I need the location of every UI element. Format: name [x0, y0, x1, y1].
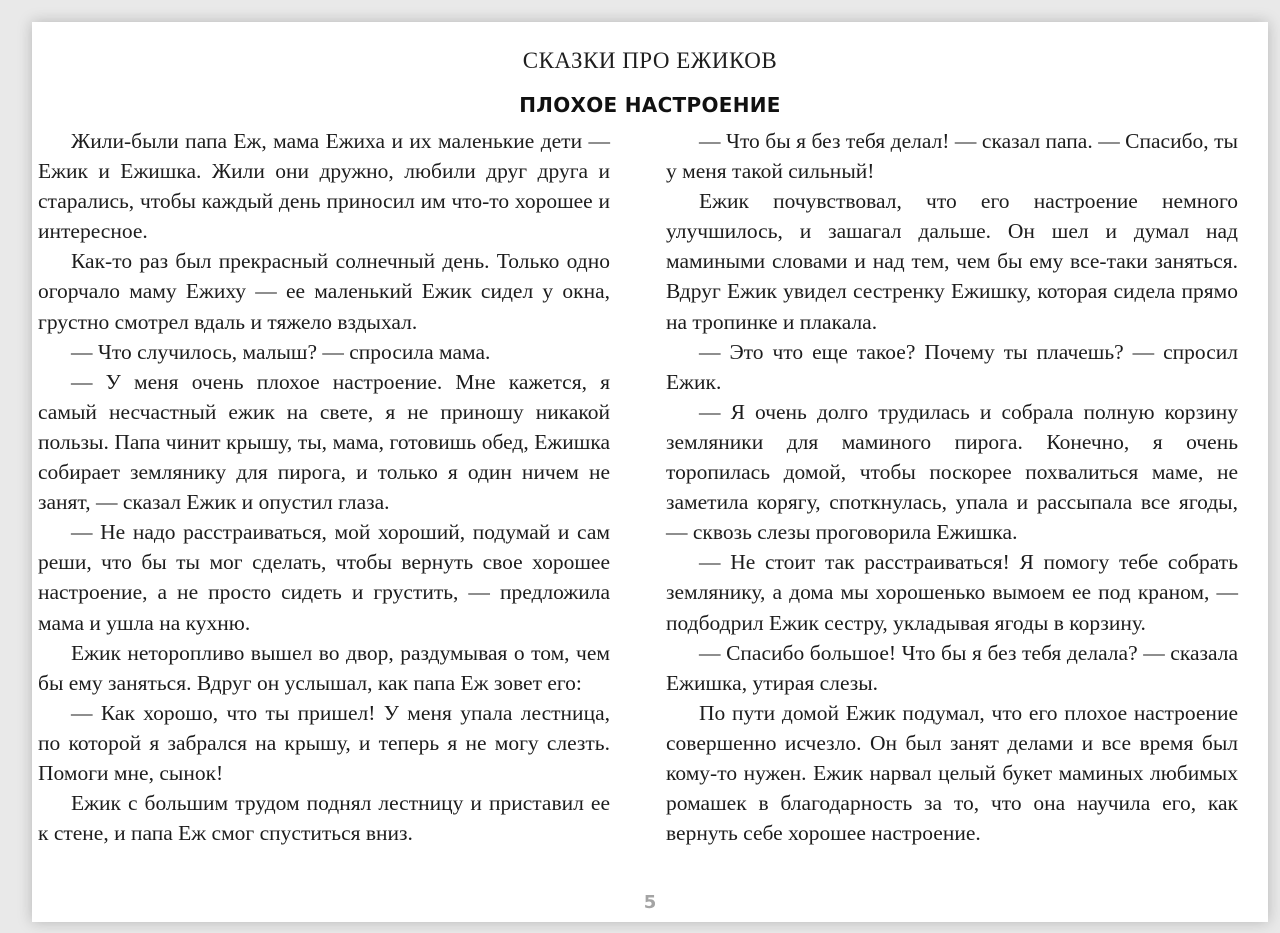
paragraph: — Спасибо большое! Что бы я без тебя делала? — сказала Ежишка, утирая слезы. — [666, 640, 1238, 695]
right-column — [666, 126, 1238, 848]
paragraph: — Это что еще такое? Почему ты плачешь? — спросил Ежик. — [666, 339, 1238, 394]
paragraph: — Не стоит так расстраиваться! Я помогу тебе собрать землянику, а дома мы хорошенько вымоем ее под краном, — подбодрил Ежик сестру, укладывая ягоды в корзину. — [666, 550, 1238, 635]
paragraph: — Как хорошо, что ты пришел! У меня упала лестница, по которой я забрался на крышу, и теперь я не могу слезть. Помоги мне, сынок! — [38, 700, 610, 785]
paragraph: Жили-были папа Еж, мама Ежиха и их маленькие дети — Ежик и Ежишка. Жили они дружно, любили друг друга и старались, чтобы каждый день приносил им что-то хорошее и интересное. — [38, 129, 610, 244]
paragraph: — Что бы я без тебя делал! — сказал папа. — Спасибо, ты у меня такой сильный! — [666, 129, 1238, 184]
page-number: 5 — [643, 892, 657, 913]
book-page — [32, 22, 1268, 922]
paragraph: Ежик с большим трудом поднял лестницу и приставил ее к стене, и папа Еж смог спуститься вниз. — [38, 791, 610, 846]
paragraph: — Я очень долго трудилась и собрала полную корзину земляники для маминого пирога. Конечно, я очень торопилась домой, чтобы поскорее похвалиться маме, не заметила корягу, споткнулась, упала и рассыпала все ягоды, — сквозь слезы проговорила Ежишка. — [666, 399, 1238, 545]
paragraph: По пути домой Ежик подумал, что его плохое настроение совершенно исчезло. Он был занят делами и все время был кому-то нужен. Ежик нарвал целый букет маминых любимых ромашек в благодарность за то, что она научила его, как вернуть себе хорошее настроение. — [666, 700, 1238, 846]
running-title: СКАЗКИ ПРО ЕЖИКОВ — [522, 48, 778, 73]
paragraph: — Не надо расстраиваться, мой хороший, подумай и сам реши, что бы ты мог сделать, чтобы вернуть свое хорошее настроение, а не просто сидеть и грустить, — предложила мама и ушла на кухню. — [38, 520, 610, 635]
paragraph: — У меня очень плохое настроение. Мне кажется, я самый несчастный ежик на свете, я не приношу никакой пользы. Папа чинит крышу, ты, мама, готовишь обед, Ежишка собирает землянику для пирога, и только я один ничем не занят, — сказал Ежик и опустил глаза. — [38, 369, 610, 515]
paragraph: Как-то раз был прекрасный солнечный день. Только одно огорчало маму Ежиху — ее маленький Ежик сидел у окна, грустно смотрел вдаль и тяжело вздыхал. — [38, 249, 610, 334]
paragraph: Ежик почувствовал, что его настроение немного улучшилось, и зашагал дальше. Он шел и думал над мамиными словами и над тем, чем бы ему все-таки заняться. Вдруг Ежик увидел сестренку Ежишку, которая сидела прямо на тропинке и плакала. — [666, 189, 1238, 334]
paragraph: Ежик неторопливо вышел во двор, раздумывая о том, чем бы ему заняться. Вдруг он услышал, как папа Еж зовет его: — [38, 640, 610, 695]
story-title: ПЛОХОЕ НАСТРОЕНИЕ — [519, 93, 781, 117]
left-column — [38, 126, 610, 848]
paragraph: — Что случилось, малыш? — спросила мама. — [71, 339, 491, 364]
